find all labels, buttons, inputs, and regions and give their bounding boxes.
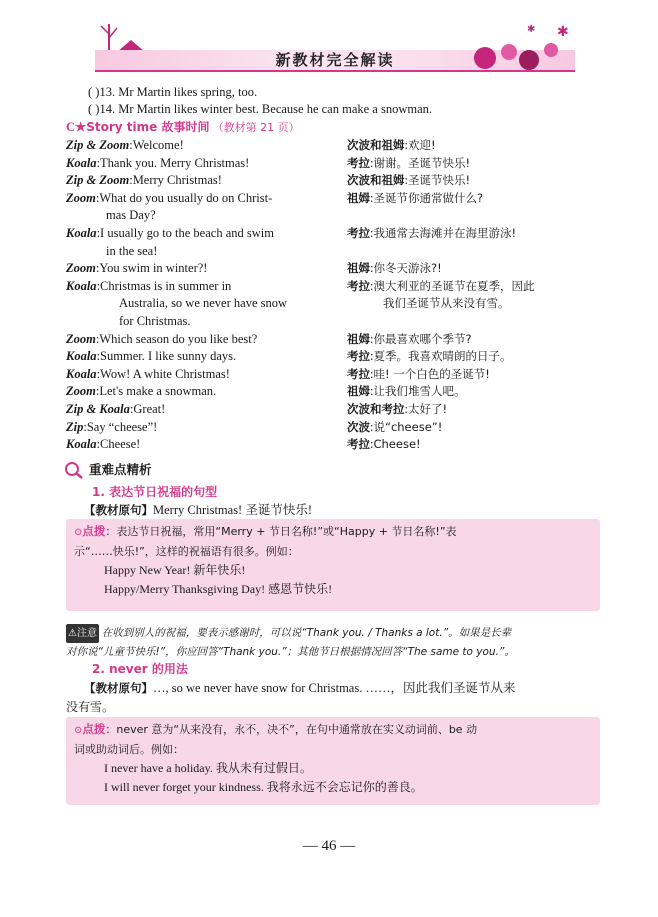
dialogue-cn-line: 考拉:夏季。我喜欢晴朗的日子。 xyxy=(347,349,512,364)
speaker-name-cn: 祖姆 xyxy=(347,190,370,205)
speaker-name: Zip xyxy=(66,419,84,434)
dialogue-cn-line: 考拉:谢谢。圣诞节快乐! xyxy=(347,155,471,170)
speaker-name-cn: 考拉 xyxy=(347,437,370,452)
speaker-name-cn: 考拉 xyxy=(347,278,370,293)
speaker-name-cn: 次波和考拉 xyxy=(347,402,405,416)
dialogue-en-line-cont: for Christmas. xyxy=(119,314,191,328)
magnifier-icon xyxy=(64,461,86,479)
dialogue-en-line: Zoom:Which season do you like best? xyxy=(66,331,258,346)
dialogue-cn-line: 次波和祖姆:圣诞节快乐! xyxy=(347,173,471,188)
speaker-name: Zip & Zoom xyxy=(66,173,130,188)
dialogue-cn-line: 祖姆:让我们堆雪人吧。 xyxy=(347,384,466,399)
speaker-name-cn: 次波和祖姆 xyxy=(347,138,405,152)
dialogue-en-line: Zoom:Let's make a snowman. xyxy=(66,384,217,399)
dialogue-cn-line: 次波和考拉:太好了! xyxy=(347,402,448,416)
svg-text:✱: ✱ xyxy=(527,24,536,35)
dialogue-cn-line: 次波:说“cheese”! xyxy=(347,419,443,434)
svg-text:✱: ✱ xyxy=(557,25,569,40)
speaker-name: Zoom xyxy=(66,261,96,276)
speaker-name: Zip & Koala xyxy=(66,402,130,416)
header-title: 新教材完全解读 xyxy=(275,51,395,69)
dialogue-cn-line: 考拉:Cheese! xyxy=(347,437,421,452)
speaker-name: Koala xyxy=(66,226,97,240)
point2-original: 【教材原句】…, so we never have snow for Christmas. ……，因此我们圣诞节从来 xyxy=(84,681,516,695)
dialogue-cn-line: 祖姆:你冬天游泳?! xyxy=(347,261,442,276)
speaker-name-cn: 考拉 xyxy=(347,349,370,364)
tip2-text: ⊙点拨：never 意为“从来没有，永不，决不”，在句中通常放在实义动词前、be 动 词或助动词后。例如： I never have a holiday. 我从未有过假日。 I will never forget your kindness. 我将永远不会忘记你的善良。 xyxy=(74,722,478,794)
dialogue-en-line: Zip:Say “cheese”! xyxy=(66,419,158,434)
dialogue-en-line: Koala:I usually go to the beach and swim xyxy=(66,226,274,240)
page-number: — 46 — xyxy=(302,838,356,854)
point1-original: 【教材原句】Merry Christmas! 圣诞节快乐! xyxy=(84,503,313,517)
dialogue-en-line: Koala:Cheese! xyxy=(66,437,141,452)
dialogue-en-line: Zoom:What do you usually do on Christ- xyxy=(66,190,273,205)
dialogue-cn-line: 考拉:我通常去海滩并在海里游泳! xyxy=(347,226,517,240)
tip-box-2 xyxy=(66,717,600,805)
question-13: ( )13. Mr Martin likes spring, too. xyxy=(88,85,258,99)
speaker-name-cn: 考拉 xyxy=(347,155,370,170)
speaker-name: Zoom xyxy=(66,190,96,205)
dialogue-cn-line: 次波和祖姆:欢迎! xyxy=(347,138,436,152)
speaker-name: Koala xyxy=(66,278,97,293)
speaker-name: Koala xyxy=(66,437,97,452)
point1-title: 1. 表达节日祝福的句型 xyxy=(92,485,218,499)
dialogue-en-line: Koala:Thank you. Merry Christmas! xyxy=(66,155,250,170)
dialogue-en-line: Koala:Wow! A white Christmas! xyxy=(66,366,230,381)
dialogue-cn-line: 考拉:哇! 一个白色的圣诞节! xyxy=(347,366,490,381)
story-heading: C★Story time 故事时间 （教材第 21 页） xyxy=(66,120,300,134)
speaker-name: Zip & Zoom xyxy=(66,138,130,152)
question-14: ( )14. Mr Martin likes winter best. Because he can make a snowman. xyxy=(88,102,432,116)
tip-box-1 xyxy=(66,519,600,611)
speaker-name: Koala xyxy=(66,349,97,364)
dialogue-cn-line: 考拉:澳大利亚的圣诞节在夏季，因此 xyxy=(347,278,535,293)
flower-decoration-icon xyxy=(465,22,575,72)
dialogue-en-line: Zoom:You swim in winter?! xyxy=(66,261,208,276)
dialogue-en-line-cont: Australia, so we never have snow xyxy=(119,296,288,311)
point2-original-cont: 没有雪。 xyxy=(66,700,115,714)
dialogue-cn-line: 祖姆:圣诞节你通常做什么? xyxy=(347,190,484,205)
note-block: ⚠注意 在收到别人的祝福，要表示感谢时，可以说“Thank you. / Thanks a lot.”。如果是长辈 对你说“儿童节快乐!”，你应回答“Thank you.”；其他节日根据情况回答“The same to you.”。 xyxy=(66,624,515,662)
dialogue-en-line: Zip & Koala:Great! xyxy=(66,402,166,416)
speaker-name-cn: 考拉 xyxy=(347,366,370,381)
speaker-name: Zoom xyxy=(66,384,96,399)
speaker-name-cn: 次波 xyxy=(347,419,370,434)
dialogue-cn-line-cont: 我们圣诞节从来没有雪。 xyxy=(383,296,510,311)
dialogue-en-line: Koala:Christmas is in summer in xyxy=(66,278,232,293)
speaker-name-cn: 祖姆 xyxy=(347,331,370,346)
dialogue-cn-line: 祖姆:你最喜欢哪个季节? xyxy=(347,331,472,346)
point2-title: 2. never 的用法 xyxy=(92,662,188,676)
dialogue-en-line: Zip & Zoom:Welcome! xyxy=(66,138,184,152)
tip1-text: ⊙点拨：表达节日祝福，常用“Merry + 节日名称!”或“Happy + 节日名称!”表 示“……快乐!”，这样的祝福语有很多。例如： Happy New Year! 新年快乐! Happy/Merry Thanksgiving Day! 感恩节快乐! xyxy=(74,524,457,596)
warning-icon: ⚠注意 xyxy=(66,624,99,643)
speaker-name: Koala xyxy=(66,155,97,170)
dialogue-en-line: Koala:Summer. I like sunny days. xyxy=(66,349,237,364)
dialogue-en-line: Zip & Zoom:Merry Christmas! xyxy=(66,173,222,188)
speaker-name-cn: 次波和祖姆 xyxy=(347,173,405,188)
speaker-name-cn: 祖姆 xyxy=(347,261,370,276)
dialogue-en-line-cont: in the sea! xyxy=(106,243,158,258)
speaker-name-cn: 考拉 xyxy=(347,226,370,240)
speaker-name: Zoom xyxy=(66,331,96,346)
speaker-name-cn: 祖姆 xyxy=(347,384,370,399)
dialogue-en-line-cont: mas Day? xyxy=(106,208,156,223)
page-header xyxy=(95,22,575,80)
speaker-name: Koala xyxy=(66,366,97,381)
